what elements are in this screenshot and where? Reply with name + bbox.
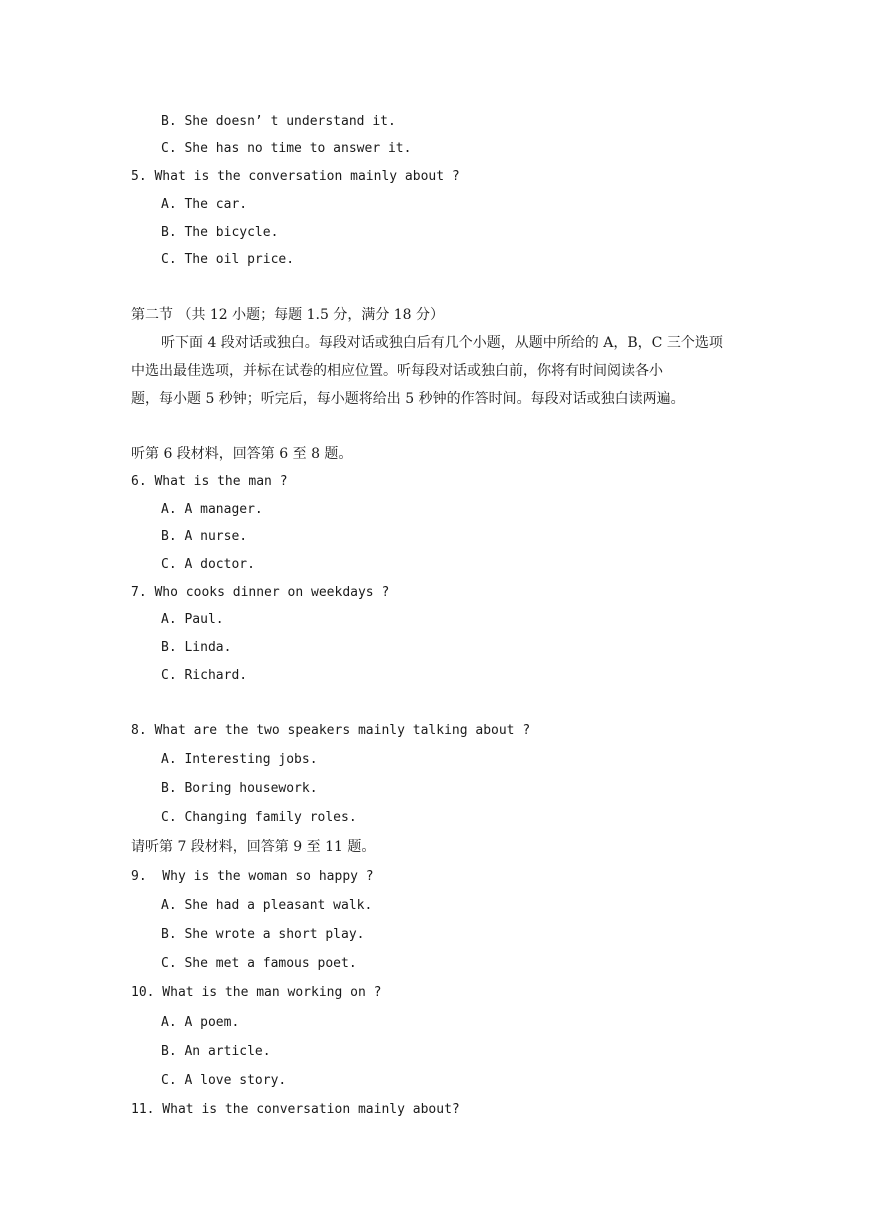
- q9-question: 9. Why is the woman so happy ?: [131, 869, 374, 884]
- material7-intro: 请听第 7 段材料，回答第 9 至 11 题。: [131, 839, 376, 855]
- q5-option-c: C. The oil price.: [161, 252, 295, 267]
- q7-option-b: B. Linda.: [161, 640, 232, 655]
- q4-option-b: B. She doesn’ t understand it.: [161, 114, 396, 129]
- material6-intro: 听第 6 段材料，回答第 6 至 8 题。: [131, 446, 353, 462]
- q6-option-a: A. A manager.: [161, 502, 263, 517]
- q7-option-c: C. Richard.: [161, 668, 248, 683]
- q7-option-a: A. Paul.: [161, 612, 224, 627]
- section2-instructions-line1: 听下面 4 段对话或独白。每段对话或独白后有几个小题，从题中所给的 A，B，C 三个选项: [161, 335, 723, 351]
- q10-option-b: B. An article.: [161, 1044, 271, 1059]
- q5-question: 5. What is the conversation mainly about ?: [131, 169, 460, 184]
- q10-question: 10. What is the man working on ?: [131, 985, 382, 1000]
- q7-question: 7. Who cooks dinner on weekdays ?: [131, 585, 390, 600]
- q8-question: 8. What are the two speakers mainly talking about ?: [131, 723, 531, 738]
- q6-question: 6. What is the man ?: [131, 474, 288, 489]
- q8-option-a: A. Interesting jobs.: [161, 752, 318, 767]
- section2-instructions-line3: 题，每小题 5 秒钟；听完后，每小题将给出 5 秒钟的作答时间。每段对话或独白读两遍。: [131, 391, 685, 407]
- q5-option-a: A. The car.: [161, 197, 248, 212]
- q8-option-b: B. Boring housework.: [161, 781, 318, 796]
- q5-option-b: B. The bicycle.: [161, 225, 279, 240]
- q10-option-a: A. A poem.: [161, 1015, 240, 1030]
- section2-instructions-line2: 中选出最佳选项，并标在试卷的相应位置。听每段对话或独白前，你将有时间阅读各小: [131, 363, 663, 379]
- section2-heading: 第二节 （共 12 小题；每题 1.5 分，满分 18 分）: [131, 307, 445, 323]
- q6-option-b: B. A nurse.: [161, 529, 248, 544]
- q10-option-c: C. A love story.: [161, 1073, 287, 1088]
- q4-option-c: C. She has no time to answer it.: [161, 141, 412, 156]
- q6-option-c: C. A doctor.: [161, 557, 255, 572]
- q8-option-c: C. Changing family roles.: [161, 810, 357, 825]
- q9-option-a: A. She had a pleasant walk.: [161, 898, 373, 913]
- q11-question: 11. What is the conversation mainly about?: [131, 1102, 460, 1117]
- q9-option-c: C. She met a famous poet.: [161, 956, 357, 971]
- q9-option-b: B. She wrote a short play.: [161, 927, 365, 942]
